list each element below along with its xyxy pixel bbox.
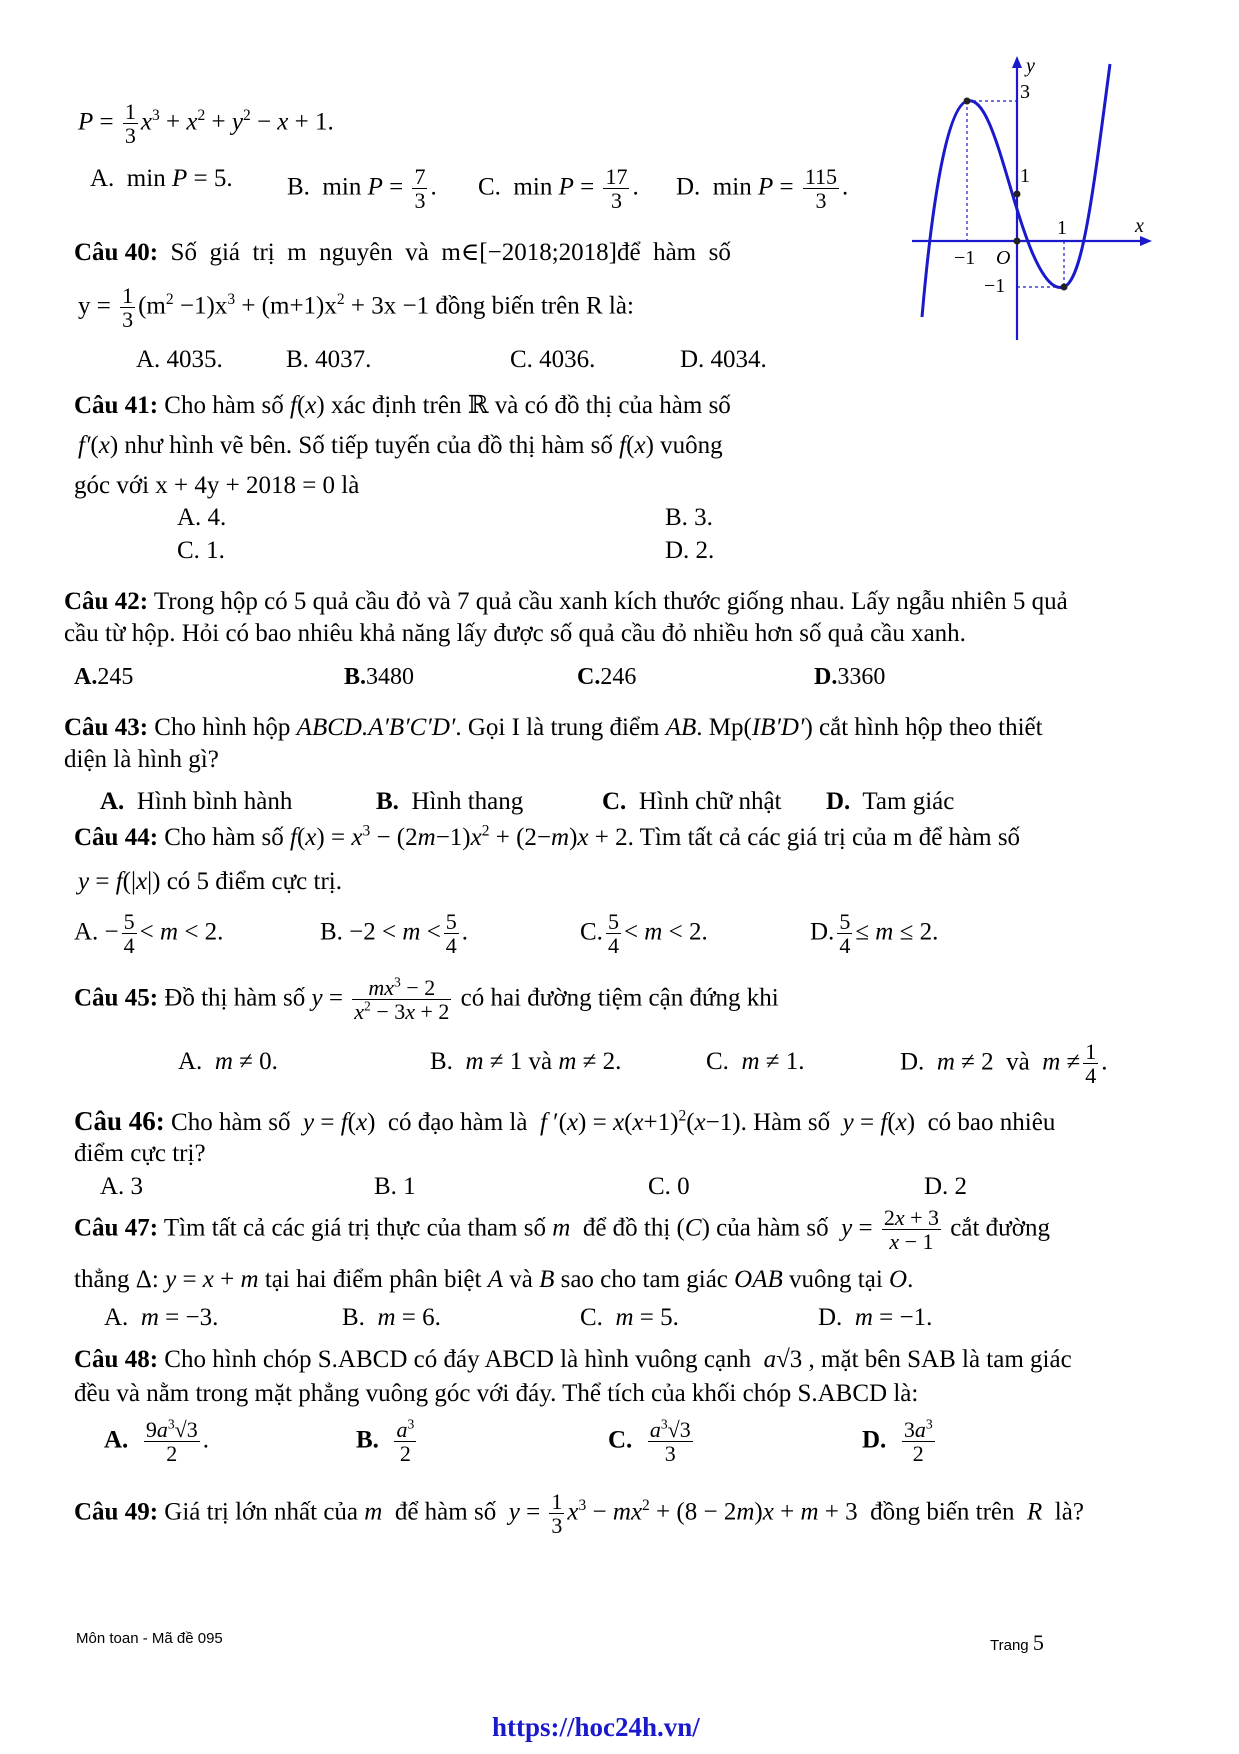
q43-line1: Câu 43: Cho hình hộp ABCD.A′B′C′D′. Gọi I là trung điểm AB. Mp(IB′D′) cắt hình hộp theo thiết [64,714,1043,741]
q47-option-d: D. m = −1. [818,1304,933,1331]
derivative-graph [912,52,1157,342]
q45-option-d: D. m ≠ 2 và m ≠ $\frac{1}{4}$ . [900,1039,1108,1089]
q42-line1 [64,588,1068,616]
tick-label-1-x: 1 [1057,217,1067,239]
q42-option-d: D.3360 [814,664,886,690]
point-max [964,98,971,105]
q43-option-b: B. Hình thang [376,788,524,815]
q41-option-b: B. 3. [665,504,713,531]
q40-option-d: D. 4034. [680,346,767,373]
q44-option-b: B. −2 < m < $\frac{5}{4}$ . [320,909,469,959]
q49-line1: Câu 49: Giá trị lớn nhất của m để hàm số y = $\frac{1}{3}$ $x^3 - mx^2 + (8 - 2m)x + m + 3$ đồng biến trên R là? [74,1489,1084,1539]
q41-line2: f′(x) như hình vẽ bên. Số tiếp tuyến của đồ thị hàm số f(x) vuông [78,432,723,459]
q40-option-b: B. 4037. [286,346,372,373]
q43-option-c: C. Hình chữ nhật [602,788,782,815]
q39-option-c: C. min P = $\frac{17}{3}$ . [478,164,639,214]
q46-line2: điểm cực trị? [74,1140,206,1167]
q42-option-b: B.3480 [344,664,415,690]
q42-option-a: A.245 [74,664,134,690]
q42-text: Trong hộp có 5 quả cầu đỏ và 7 quả cầu xanh kích thước giống nhau. Lấy ngẫu nhiên 5 quả [153,588,1068,615]
footer-left: Môn toan - Mã đề 095 [76,1630,223,1647]
q45-option-a: A. m ≠ 0. [178,1048,278,1075]
q40-option-a: A. 4035. [136,346,223,373]
q44-option-a: A. − $\frac{5}{4}$ < m < 2. [74,909,224,959]
point-min [1061,284,1068,291]
q46-option-b: B. 1 [374,1173,416,1200]
q40-line1: Câu 40: Số giá trị m nguyên và m∈[−2018;2018]để hàm số [74,239,731,266]
q41-option-a: A. 4. [177,504,227,531]
q41-line3: góc với x + 4y + 2018 = 0 là [74,472,360,499]
q45-option-b: B. m ≠ 1 và m ≠ 2. [430,1048,622,1075]
q47-option-c: C. m = 5. [580,1304,679,1331]
q47-line1: Câu 47: Tìm tất cả các giá trị thực của tham số m để đồ thị (C) của hàm số y = $\frac{2x + 3}{x - 1}$ cắt đường [74,1205,1050,1255]
q39-option-a: A. min P = 5. [90,165,233,192]
q44-line1: Câu 44: Cho hàm số $f(x) = x^3 - (2m-1)x^2 + (2-m)x + 2$. Tìm tất cả các giá trị của m để hàm số [74,822,1021,851]
q44-option-d: D. $\frac{5}{4}$ ≤ m ≤ 2. [810,909,939,959]
q45-line1: Câu 45: Đồ thị hàm số y = $\frac{mx^3 - 2}{x^2 - 3x + 2}$ có hai đường tiệm cận đứng khi [74,974,779,1025]
x-axis-label: x [1135,215,1144,237]
source-link[interactable]: https://hoc24h.vn/ [492,1712,700,1742]
q41-option-c: C. 1. [177,537,225,564]
point-y-intercept [1014,191,1021,198]
x-axis-arrow [1140,236,1152,246]
q39-option-b: B. min P = $\frac{7}{3}$ . [287,164,437,214]
q47-line2: thẳng Δ: y = x + m tại hai điểm phân biệt A và B sao cho tam giác OAB vuông tại O. [74,1266,914,1293]
q48-option-c: C. $\frac{a^3√3}{3}$ [608,1416,691,1467]
tick-label-3: 3 [1020,81,1030,103]
q41-line1: Câu 41: Cho hàm số f(x) xác định trên ℝ và có đồ thị của hàm số [74,392,731,419]
q48-option-b: B. $\frac{a^3}{2}$ [356,1416,415,1467]
q42-option-c: C.246 [577,664,637,690]
q48-option-d: D. $\frac{3a^3}{2}$ [862,1416,933,1467]
q48-line2: đều và nằm trong mặt phẳng vuông góc với đáy. Thể tích của khối chóp S.ABCD là: [74,1380,919,1407]
q47-option-a: A. m = −3. [104,1304,219,1331]
q46-option-a: A. 3 [100,1173,144,1200]
tick-label-neg1-y: −1 [984,275,1006,297]
y-axis-arrow [1012,56,1022,68]
q39-expression: P = $\frac{1}{3}$ $x^3 + x^2 + y^2 - x + 1$. [78,99,334,149]
q40-line2: y = $\frac{1}{3}$ $(m^2 -1)x^3 + (m+1)x^2 + 3x -1$ đồng biến trên R là: [78,283,634,333]
q44-option-c: C. $\frac{5}{4}$ < m < 2. [580,909,708,959]
q46-option-d: D. 2 [924,1173,968,1200]
q44-line2: y = f(|x|) có 5 điểm cực trị. [78,868,342,895]
origin-label: O [996,247,1011,269]
q42-line2: cầu từ hộp. Hỏi có bao nhiêu khả năng lấy được số quả cầu đỏ nhiều hơn số quả cầu xanh. [64,620,966,647]
q48-line1: Câu 48: Cho hình chóp S.ABCD có đáy ABCD là hình vuông cạnh a√3 , mặt bên SAB là tam giác [74,1346,1072,1373]
q40-option-c: C. 4036. [510,346,596,373]
q43-line2: diện là hình gì? [64,746,219,773]
q46-option-c: C. 0 [648,1173,690,1200]
q41-option-d: D. 2. [665,537,715,564]
q42-label: Câu 42: [64,588,149,615]
y-axis-label: y [1026,55,1035,77]
footer-page: Trang 5 [990,1630,1044,1655]
q45-option-c: C. m ≠ 1. [706,1048,805,1075]
q43-option-a: A. Hình bình hành [100,788,293,815]
q39-option-d: D. min P = $\frac{115}{3}$ . [676,164,849,214]
point-origin [1014,238,1021,245]
q48-option-a: A. $\frac{9a^3√3}{2}$ . [104,1416,209,1467]
tick-label-1-y: 1 [1020,165,1030,187]
q47-option-b: B. m = 6. [342,1304,441,1331]
tick-label-neg1-x: −1 [954,247,976,269]
q43-option-d: D. Tam giác [826,788,955,815]
q46-line1: Câu 46: Cho hàm số y = f(x) có đạo hàm là f $'(x) = x(x+1)^2(x-1)$. Hàm số y = f(x) có bao nhiêu [74,1106,1056,1136]
